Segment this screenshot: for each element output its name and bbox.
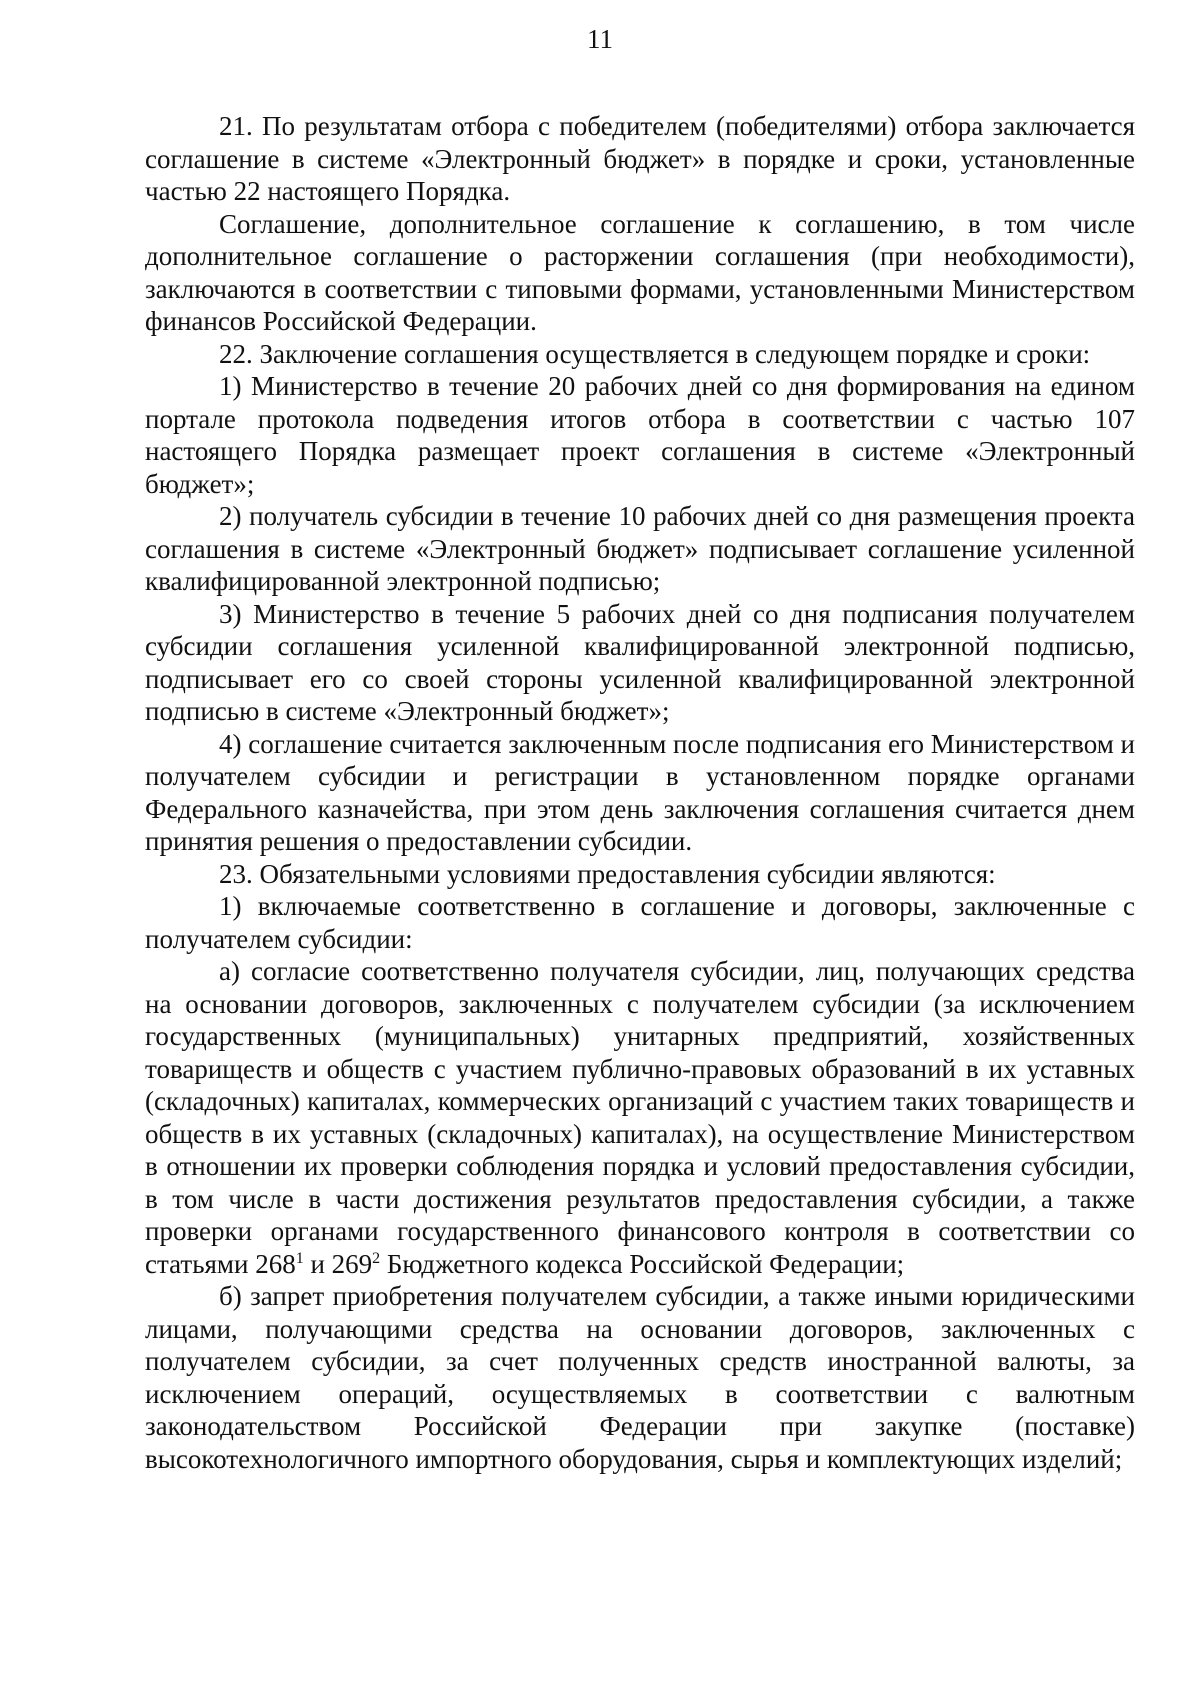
article-268: 268 — [255, 1248, 296, 1279]
article-269-superscript: 2 — [372, 1249, 381, 1267]
paragraph-22-item-1: 1) Министерство в течение 20 рабочих дней со дня формирования на едином портале протокола подведения итогов отбора в соответствии с частью 107 настоящего Порядка размещает проект соглашения в системе «Электронный бюджет»; — [145, 371, 1135, 499]
paragraph-23-item-1-a — [145, 955, 1135, 1280]
paragraph-21: 21. По результатам отбора с победителем (победителями) отбора заключается соглашение в системе «Электронный бюджет» в порядке и сроки, установленные частью 22 настоящего Порядка. — [145, 111, 1135, 206]
document-body — [145, 110, 1135, 1475]
paragraph-agreement-forms: Соглашение, дополнительное соглашение к соглашению, в том числе дополнительное соглашение о расторжении соглашения (при необходимости), заключаются в соответствии с типовыми формами, установленными Министерством финансов Российской Федерации. — [145, 208, 1135, 336]
paragraph-22-item-3: 3) Министерство в течение 5 рабочих дней со дня подписания получателем субсидии соглашения усиленной квалифицированной электронной подписью, подписывает его со своей стороны усиленной квалифицированной электронной подписью в системе «Электронный бюджет»; — [145, 598, 1135, 726]
paragraph-a-text: а) согласие соответственно получателя субсидии, лиц, получающих средства на основании договоров, заключенных с получателем субсидии (за исключением государственных (муниципальных) унитарных предприятий, хозяйственных товариществ и обществ с участием публично-правовых образований в их уставных (складочных) капиталах, коммерческих организаций с участием таких товариществ и обществ в их уставных (складочных) капиталах), на осуществление Министерством в отношении их проверки соблюдения порядка и условий предоставления субсидии, в том числе в части достижения результатов предоставления субсидии, а также проверки органами государственного финансового контроля в соответствии со статьями — [145, 956, 1135, 1279]
article-269: 269 — [331, 1248, 373, 1279]
paragraph-23-item-1: 1) включаемые соответственно в соглашение и договоры, заключенные с получателем субсидии: — [145, 891, 1135, 954]
paragraph-a-tail: Бюджетного кодекса Российской Федерации; — [386, 1248, 905, 1279]
article-joiner: и — [310, 1248, 325, 1279]
paragraph-23: 23. Обязательными условиями предоставления субсидии являются: — [219, 858, 996, 889]
paragraph-22: 22. Заключение соглашения осуществляется в следующем порядке и сроки: — [219, 338, 1091, 369]
article-268-superscript: 1 — [295, 1249, 304, 1267]
page-number: 11 — [587, 24, 613, 54]
paragraph-23-item-1-b: б) запрет приобретения получателем субсидии, а также иными юридическими лицами, получающими средства на основании договоров, заключенных с получателем субсидии, за счет полученных средств иностранной валюты, за исключением операций, осуществляемых в соответствии с валютным законодательством Российской Федерации при закупке (поставке) высокотехнологичного импортного оборудования, сырья и комплектующих изделий; — [145, 1281, 1135, 1474]
paragraph-22-item-2: 2) получатель субсидии в течение 10 рабочих дней со дня размещения проекта соглашения в системе «Электронный бюджет» подписывает соглашение усиленной квалифицированной электронной подписью; — [145, 501, 1135, 596]
paragraph-22-item-4: 4) соглашение считается заключенным после подписания его Министерством и получателем субсидии и регистрации в установленном порядке органами Федерального казначейства, при этом день заключения соглашения считается днем принятия решения о предоставлении субсидии. — [145, 728, 1135, 856]
